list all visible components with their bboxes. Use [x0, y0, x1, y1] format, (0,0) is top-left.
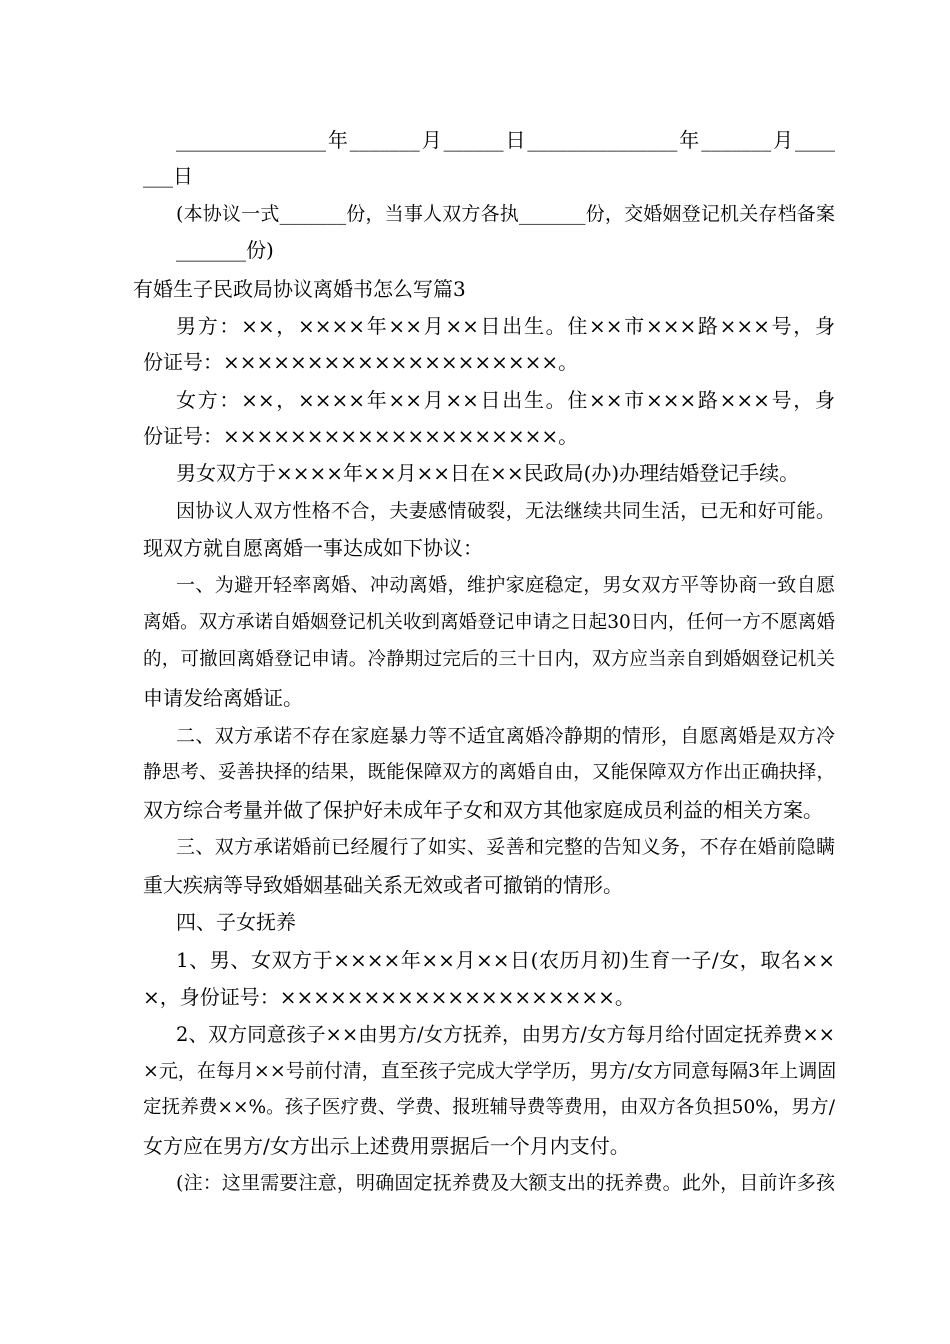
- paragraph-line: 女方：××，××××年××月××日出生。住××市×××路×××号，身: [176, 388, 835, 412]
- paragraph-line: 静思考、妥善抉择的结果，既能保障双方的离婚自由，又能保障双方作出正确抉择，: [143, 762, 835, 783]
- paragraph-line: 申请发给离婚证。: [143, 686, 303, 710]
- paragraph-line: 1、男、女双方于××××年××月××日(农历月初)生育一子/女，取名××: [176, 948, 835, 972]
- copies-note-line: (本协议一式_______份，当事人双方各执_______份，交婚姻登记机关存档备案: [176, 203, 835, 225]
- section-title: 有婚生子民政局协议离婚书怎么写篇3: [133, 277, 466, 301]
- paragraph-line: ×元，在每月××号前付清，直至孩子完成大学学历，男方/女方同意每隔3年上调固: [143, 1060, 837, 1082]
- paragraph-line: 因协议人双方性格不合，夫妻感情破裂，无法继续共同生活，已无和好可能。: [176, 500, 835, 522]
- paragraph-line: ×，身份证号：××××××××××××××××××××。: [143, 985, 635, 1009]
- copies-note-line-end: _______份): [176, 238, 274, 262]
- paragraph-line: 份证号：××××××××××××××××××××。: [143, 424, 579, 448]
- paragraph-line: 2、双方同意孩子××由男方/女方抚养，由男方/女方每月给付固定抚养费××: [176, 1023, 835, 1046]
- paragraph-line: 重大疾病等导致婚姻基础关系无效或者可撤销的情形。: [143, 873, 623, 897]
- paragraph-line: 男方：××，××××年××月××日出生。住××市×××路×××号，身: [176, 314, 835, 338]
- paragraph-line: 离婚。双方承诺自婚姻登记机关收到离婚登记申请之日起30日内，任何一方不愿离婚: [143, 612, 835, 633]
- paragraph-line: 男女双方于××××年××月××日在××民政局(办)办理结婚登记手续。: [176, 461, 800, 485]
- paragraph-line: 定抚养费××%。孩子医疗费、学费、报班辅导费等费用，由双方各负担50%，男方/: [143, 1097, 835, 1118]
- paragraph-line: 现双方就自愿离婚一事达成如下协议：: [143, 536, 483, 560]
- paragraph-line: 一、为避开轻率离婚、冲动离婚，维护家庭稳定，男女双方平等协商一致自愿: [176, 574, 835, 596]
- paragraph-line: 的，可撤回离婚登记申请。冷静期过完后的三十日内，双方应当亲自到婚姻登记机关: [143, 649, 835, 670]
- paragraph-line: 双方综合考量并做了保护好未成年子女和双方其他家庭成员利益的相关方案。: [143, 798, 823, 822]
- paragraph-line: (注：这里需要注意，明确固定抚养费及大额支出的抚养费。此外，目前许多孩: [176, 1172, 835, 1194]
- signature-date-line-end: ___日: [143, 164, 193, 188]
- paragraph-line: 三、双方承诺婚前已经履行了如实、妥善和完整的告知义务，不存在婚前隐瞒: [176, 836, 835, 858]
- paragraph-line: 二、双方承诺不存在家庭暴力等不适宜离婚冷静期的情形，自愿离婚是双方冷: [176, 725, 835, 747]
- paragraph-line: 份证号：××××××××××××××××××××。: [143, 350, 579, 374]
- paragraph-line: 女方应在男方/女方出示上述费用票据后一个月内支付。: [143, 1134, 630, 1158]
- signature-date-line: _______________年_______月______日_______________年_______月____: [176, 128, 835, 152]
- paragraph-line: 四、子女抚养: [176, 910, 296, 934]
